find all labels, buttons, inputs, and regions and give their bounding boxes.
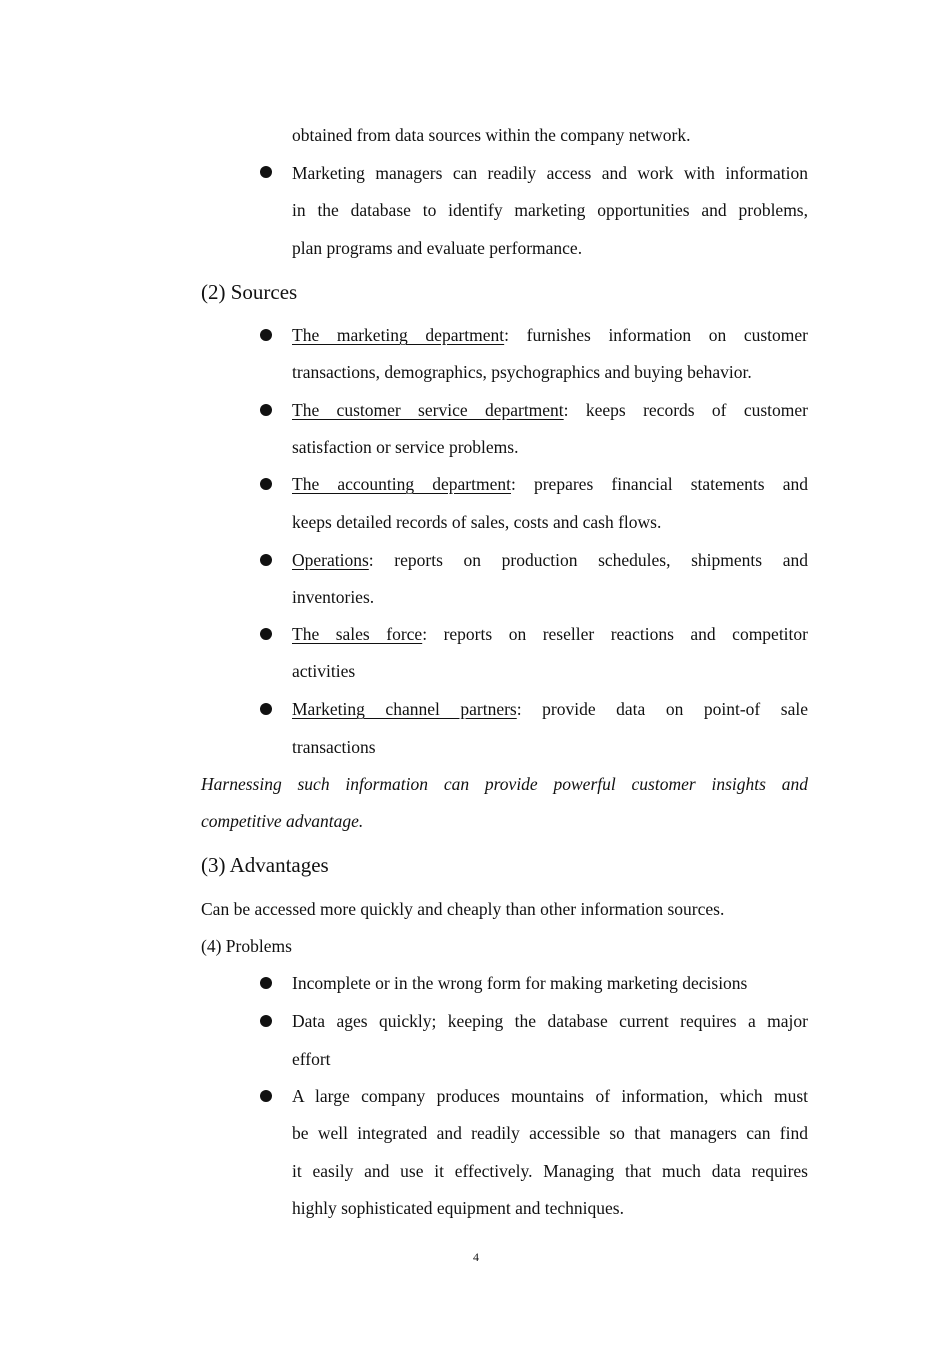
bullet-icon	[260, 1090, 272, 1102]
source-item-cont: keeps detailed records of sales, costs and cash flows.	[292, 512, 662, 532]
section-heading-sources: (2) Sources	[201, 280, 298, 304]
bullet-icon	[260, 1015, 272, 1027]
source-desc: : provide data on point-of sale	[516, 699, 808, 719]
problem-item-cont: be well integrated and readily accessible so that managers can find	[292, 1123, 808, 1143]
intro-bullet-line: in the database to identify marketing opportunities and problems,	[292, 200, 808, 220]
source-item	[292, 697, 808, 721]
bullet-icon	[260, 554, 272, 566]
source-item	[292, 548, 808, 572]
advantages-text: Can be accessed more quickly and cheaply than other information sources.	[201, 899, 725, 919]
source-desc: : reports on reseller reactions and competitor	[422, 624, 808, 644]
source-term: The marketing department	[292, 325, 505, 345]
source-term: The accounting department	[292, 474, 511, 494]
problem-item-cont: highly sophisticated equipment and techniques.	[292, 1198, 624, 1218]
source-desc: : reports on production schedules, shipments and	[368, 550, 808, 570]
source-item-cont: transactions	[292, 737, 376, 757]
section-heading-problems: (4) Problems	[201, 936, 292, 956]
problem-item-cont: it easily and use it effectively. Managing that much data requires	[292, 1161, 808, 1181]
bullet-icon	[260, 329, 272, 341]
bullet-icon	[260, 628, 272, 640]
source-item-cont: inventories.	[292, 587, 375, 607]
page-number: 4	[473, 1250, 479, 1264]
source-term: Marketing channel partners	[292, 699, 517, 719]
problem-item: Incomplete or in the wrong form for making marketing decisions	[292, 973, 748, 993]
source-desc: : furnishes information on customer	[504, 325, 808, 345]
paragraph-continuation: obtained from data sources within the company network.	[292, 125, 691, 145]
problem-item: A large company produces mountains of information, which must	[292, 1086, 808, 1106]
source-desc: : prepares financial statements and	[510, 474, 809, 494]
source-item-cont: transactions, demographics, psychographics and buying behavior.	[292, 362, 752, 382]
source-term: The customer service department	[292, 400, 564, 420]
bullet-icon	[260, 977, 272, 989]
intro-bullet-line: plan programs and evaluate performance.	[292, 238, 583, 258]
source-item	[292, 622, 808, 646]
source-desc: : keeps records of customer	[563, 400, 808, 420]
italic-note: competitive advantage.	[201, 811, 364, 831]
source-item	[292, 323, 808, 347]
italic-note: Harnessing such information can provide powerful customer insights and	[201, 774, 808, 794]
problem-item: Data ages quickly; keeping the database current requires a major	[292, 1011, 808, 1031]
source-item	[292, 472, 808, 496]
source-term: The sales force	[292, 624, 423, 644]
source-item-cont: activities	[292, 661, 356, 681]
bullet-icon	[260, 478, 272, 490]
source-item-cont: satisfaction or service problems.	[292, 437, 519, 457]
section-heading-advantages: (3) Advantages	[201, 853, 329, 877]
bullet-icon	[260, 404, 272, 416]
intro-bullet-line: Marketing managers can readily access and work with information	[292, 163, 808, 183]
source-item	[292, 398, 808, 422]
bullet-icon	[260, 703, 272, 715]
problem-item-cont: effort	[292, 1049, 331, 1069]
bullet-icon	[260, 166, 272, 178]
source-term: Operations	[292, 550, 369, 570]
